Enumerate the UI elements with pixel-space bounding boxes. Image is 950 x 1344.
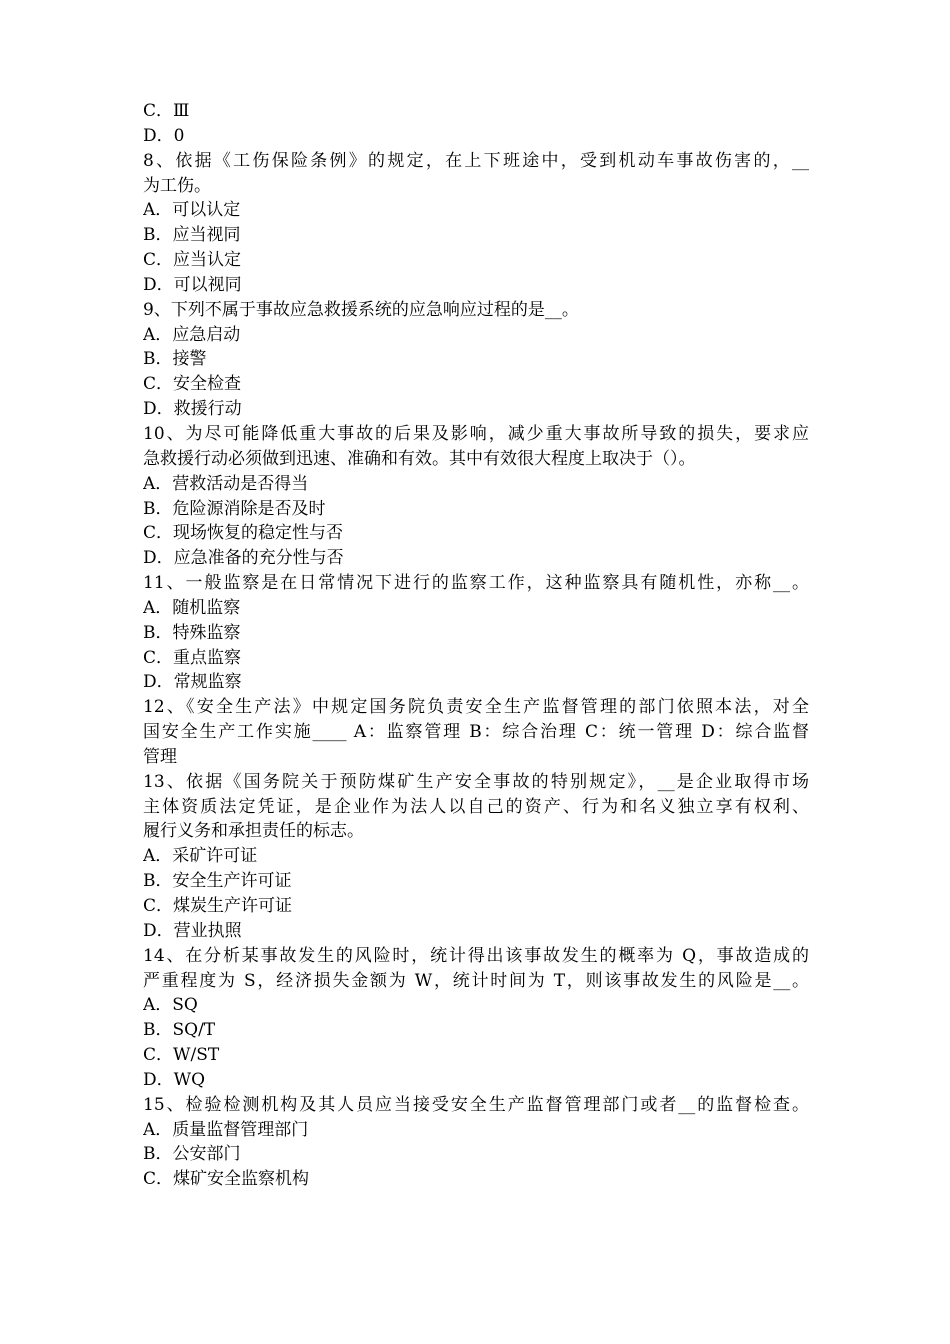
text-line: 管理 bbox=[143, 746, 177, 767]
text-line: 15、检验检测机构及其人员应当接受安全生产监督管理部门或者__的监督检查。 bbox=[143, 1094, 809, 1115]
text-line: 14、在分析某事故发生的风险时，统计得出该事故发生的概率为 Q，事故造成的 bbox=[143, 945, 809, 966]
text-line: C．重点监察 bbox=[143, 647, 242, 668]
text-line: C．煤矿安全监察机构 bbox=[143, 1169, 310, 1190]
text-line: A．采矿许可证 bbox=[143, 846, 258, 867]
text-line: B．公安部门 bbox=[143, 1144, 241, 1165]
text-line: A．应急启动 bbox=[143, 324, 241, 345]
text-line: C．现场恢复的稳定性与否 bbox=[143, 523, 344, 544]
text-line: B．特殊监察 bbox=[143, 622, 241, 643]
text-line: D．常规监察 bbox=[143, 672, 242, 693]
text-line: C．安全检查 bbox=[143, 374, 242, 395]
text-line: D．可以视同 bbox=[143, 274, 242, 295]
text-line: A．质量监督管理部门 bbox=[143, 1119, 309, 1140]
text-line: B．接警 bbox=[143, 349, 207, 370]
text-line: C．Ⅲ bbox=[143, 101, 190, 121]
text-line: 急救援行动必须做到迅速、准确和有效。其中有效很大程度上取决于（）。 bbox=[143, 448, 696, 469]
text-line: B．SQ/T bbox=[143, 1020, 216, 1041]
text-line: 12、《安全生产法》中规定国务院负责安全生产监督管理的部门依照本法，对全 bbox=[143, 697, 809, 718]
text-line: A．可以认定 bbox=[143, 200, 241, 221]
text-line: 国安全生产工作实施____ A：监察管理 B：综合治理 C：统一管理 D：综合监督 bbox=[143, 722, 809, 743]
text-line: 严重程度为 S，经济损失金额为 W，统计时间为 T，则该事故发生的风险是__。 bbox=[143, 970, 809, 991]
text-line: 11、一般监察是在日常情况下进行的监察工作，这种监察具有随机性，亦称__。 bbox=[143, 573, 809, 594]
text-line: B．危险源消除是否及时 bbox=[143, 498, 326, 519]
text-line: 10、为尽可能降低重大事故的后果及影响，减少重大事故所导致的损失，要求应 bbox=[143, 423, 809, 444]
text-line: D．营业执照 bbox=[143, 920, 242, 941]
text-line: A．SQ bbox=[143, 995, 198, 1016]
text-line: 履行义务和承担责任的标志。 bbox=[143, 821, 364, 842]
text-line: D．救援行动 bbox=[143, 399, 242, 420]
text-line: D．WQ bbox=[143, 1069, 206, 1090]
text-line: 为工伤。 bbox=[143, 175, 211, 196]
text-line: 主体资质法定凭证，是企业作为法人以自己的资产、行为和名义独立享有权利、 bbox=[143, 796, 809, 817]
text-line: C．应当认定 bbox=[143, 250, 242, 271]
text-line: A．营救活动是否得当 bbox=[143, 473, 309, 494]
text-line: B．安全生产许可证 bbox=[143, 871, 292, 892]
text-line: D．应急准备的充分性与否 bbox=[143, 548, 344, 569]
text-line: D．0 bbox=[143, 125, 185, 146]
text-line: C．煤炭生产许可证 bbox=[143, 896, 293, 916]
text-line: 13、依据《国务院关于预防煤矿生产安全事故的特别规定》，__是企业取得市场 bbox=[143, 771, 809, 792]
text-line: C．W/ST bbox=[143, 1045, 220, 1066]
text-line: B．应当视同 bbox=[143, 225, 241, 246]
text-line: A．随机监察 bbox=[143, 597, 241, 618]
text-line: 9、下列不属于事故应急救援系统的应急响应过程的是__。 bbox=[143, 299, 579, 320]
text-line: 8、依据《工伤保险条例》的规定，在上下班途中，受到机动车事故伤害的，__ bbox=[143, 150, 809, 171]
document-body bbox=[143, 99, 809, 1192]
